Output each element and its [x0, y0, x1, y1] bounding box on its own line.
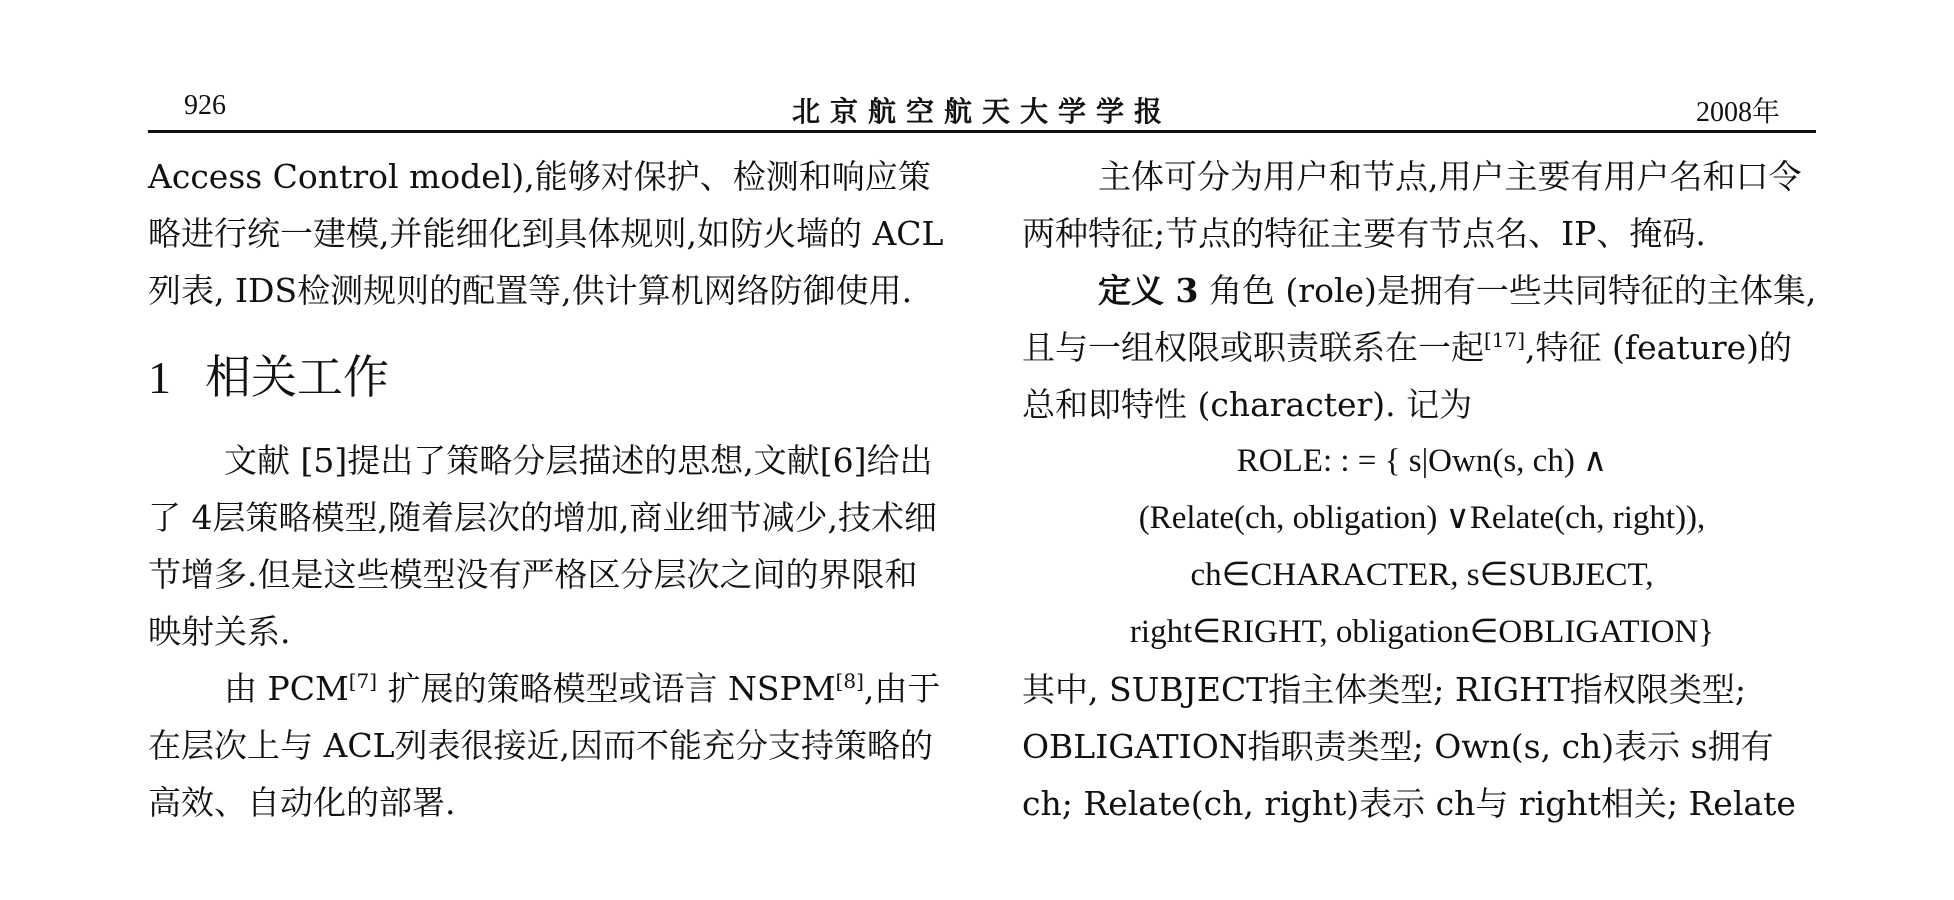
formula-line: right∈RIGHT, obligation∈OBLIGATION}	[1129, 614, 1715, 650]
para3-text-a: 由 PCM	[224, 669, 349, 708]
para3-text-b: 扩展的策略模型或语言 NSPM	[377, 669, 836, 708]
section-title: 相关工作	[205, 350, 389, 404]
definition-text-a: 角色 (role)是拥有一些共同特征的主体集,且与一组权限或职责联系在一起	[1022, 271, 1817, 367]
formula-line: ch∈CHARACTER, s∈SUBJECT,	[1190, 557, 1654, 593]
left-paragraph-3	[148, 660, 948, 831]
definition-label: 定义 3	[1098, 271, 1199, 310]
right-paragraph-1: 主体可分为用户和节点,用户主要有用户名和口令两种特征;节点的特征主要有节点名、IP、掩码.	[1022, 157, 1802, 253]
section-number: 1	[148, 352, 171, 403]
journal-name: 北京航空航天大学学报	[791, 95, 1172, 128]
publication-year: 2008年	[1695, 97, 1780, 128]
role-formula	[1022, 433, 1822, 661]
page-number: 926	[184, 90, 226, 121]
right-column	[1022, 148, 1822, 832]
formula-line: (Relate(ch, obligation) ∨Relate(ch, right)),	[1138, 500, 1706, 536]
section-heading	[148, 345, 948, 410]
para3-text-c: ,由于在层次上与 ACL列表很接近,因而不能充分支持策略的高效、自动化的部署.	[148, 669, 941, 822]
definition-3	[1022, 262, 1822, 433]
right-paragraph-2: 其中, SUBJECT指主体类型; RIGHT指权限类型; OBLIGATION指职责类型; Own(s, ch)表示 s拥有 ch; Relate(ch, right)表示 ch与 right相关; Relate	[1022, 670, 1796, 823]
citation-8: [8]	[835, 669, 864, 693]
citation-17: [17]	[1484, 328, 1526, 352]
definition-text-b: ,特征 (feature)的总和即特性 (character). 记为	[1022, 328, 1793, 424]
left-column	[148, 148, 948, 831]
left-paragraph-2: 文献 [5]提出了策略分层描述的思想,文献[6]给出了 4层策略模型,随着层次的增加,商业细节减少,技术细节增多.但是这些模型没有严格区分层次之间的界限和映射关系.	[148, 441, 937, 651]
citation-7: [7]	[348, 669, 378, 693]
formula-line: ROLE: : = { s|Own(s, ch) ∧	[1236, 443, 1608, 479]
page-header	[148, 90, 1816, 130]
header-rule	[148, 130, 1816, 133]
left-paragraph-1: Access Control model),能够对保护、检测和响应策略进行统一建模,并能细化到具体规则,如防火墙的 ACL列表, IDS检测规则的配置等,供计算机网络防御使用.	[148, 157, 944, 310]
